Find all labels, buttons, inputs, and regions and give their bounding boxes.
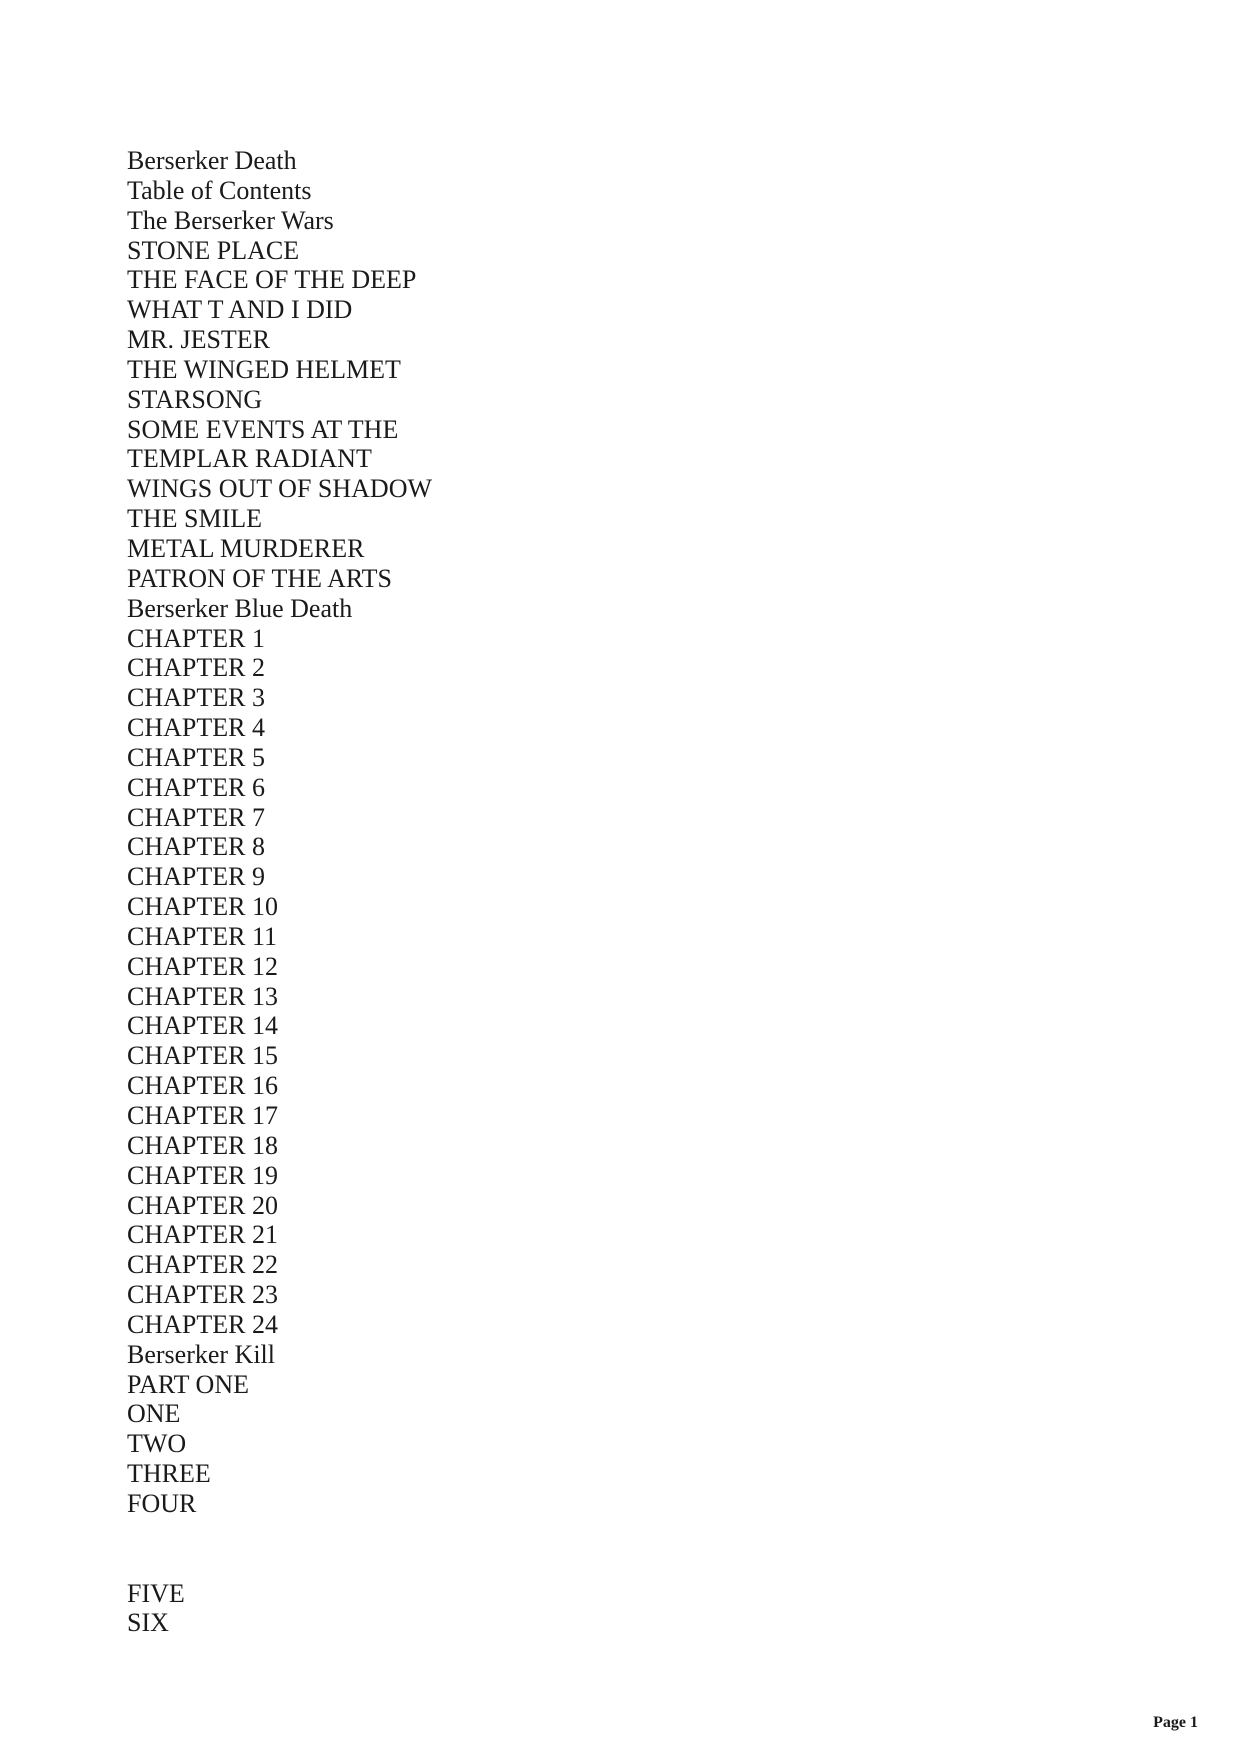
toc-entry[interactable]: SIX <box>127 1608 169 1638</box>
toc-entry[interactable]: CHAPTER 3 <box>127 683 265 713</box>
page-number: Page 1 <box>1153 1714 1198 1731</box>
toc-entry[interactable]: SOME EVENTS AT THE <box>127 414 399 444</box>
toc-entry[interactable]: Table of Contents <box>127 175 312 205</box>
toc-entry[interactable]: CHAPTER 21 <box>127 1220 278 1250</box>
toc-entry[interactable]: Berserker Kill <box>127 1339 276 1369</box>
toc-entry[interactable]: FIVE <box>127 1578 185 1608</box>
table-of-contents <box>127 146 827 1638</box>
toc-entry[interactable]: WHAT T AND I DID <box>127 295 353 325</box>
toc-entry[interactable]: Berserker Blue Death <box>127 593 353 623</box>
toc-entry[interactable]: CHAPTER 23 <box>127 1280 278 1310</box>
toc-entry[interactable]: Berserker Death <box>127 146 297 175</box>
toc-entry[interactable]: THE FACE OF THE DEEP <box>127 265 417 295</box>
toc-entry[interactable]: CHAPTER 7 <box>127 802 265 832</box>
toc-entry[interactable]: CHAPTER 8 <box>127 832 265 862</box>
toc-entry[interactable]: STARSONG <box>127 384 263 414</box>
toc-entry[interactable]: CHAPTER 2 <box>127 653 265 683</box>
toc-entry[interactable]: STONE PLACE <box>127 235 300 265</box>
toc-entry[interactable]: CHAPTER 14 <box>127 1011 278 1041</box>
toc-entry[interactable]: CHAPTER 12 <box>127 951 278 981</box>
toc-entry[interactable]: CHAPTER 22 <box>127 1250 278 1280</box>
toc-entry[interactable]: CHAPTER 24 <box>127 1309 278 1339</box>
toc-entry[interactable]: ONE <box>127 1399 181 1429</box>
toc-entry[interactable]: CHAPTER 15 <box>127 1041 278 1071</box>
toc-entry[interactable]: CHAPTER 18 <box>127 1130 278 1160</box>
toc-entry[interactable]: CHAPTER 5 <box>127 742 265 772</box>
toc-spacer <box>127 1519 827 1579</box>
toc-entry[interactable]: TWO <box>127 1429 187 1459</box>
toc-entry[interactable]: CHAPTER 20 <box>127 1190 278 1220</box>
toc-entry[interactable]: CHAPTER 19 <box>127 1160 278 1190</box>
toc-entry[interactable]: PART ONE <box>127 1369 249 1399</box>
toc-entry[interactable]: CHAPTER 6 <box>127 772 265 802</box>
toc-entry[interactable]: CHAPTER 1 <box>127 623 265 653</box>
toc-entry[interactable]: METAL MURDERER <box>127 533 365 563</box>
toc-entry[interactable]: The Berserker Wars <box>127 205 334 235</box>
toc-entry[interactable]: CHAPTER 17 <box>127 1101 278 1130</box>
toc-entry[interactable]: FOUR <box>127 1488 197 1518</box>
toc-entry[interactable]: CHAPTER 4 <box>127 713 265 743</box>
toc-entry[interactable]: CHAPTER 16 <box>127 1071 278 1101</box>
toc-entry[interactable]: TEMPLAR RADIANT <box>127 444 372 474</box>
toc-entry[interactable]: CHAPTER 10 <box>127 892 278 922</box>
toc-entry[interactable]: THE SMILE <box>127 504 263 534</box>
toc-entry[interactable]: PATRON OF THE ARTS <box>127 563 393 593</box>
toc-entry[interactable]: WINGS OUT OF SHADOW <box>127 474 433 504</box>
toc-entry[interactable]: THREE <box>127 1459 211 1489</box>
toc-entry[interactable]: MR. JESTER <box>127 325 271 355</box>
toc-entry[interactable]: CHAPTER 9 <box>127 862 265 892</box>
toc-entry[interactable]: CHAPTER 13 <box>127 981 278 1011</box>
toc-entry[interactable]: CHAPTER 11 <box>127 921 277 951</box>
toc-entry[interactable]: THE WINGED HELMET <box>127 354 401 384</box>
